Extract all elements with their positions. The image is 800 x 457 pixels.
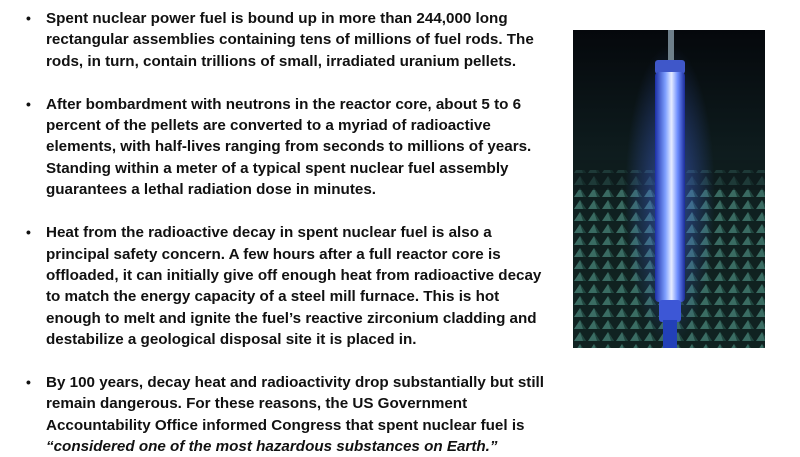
bullet-text: After bombardment with neutrons in the reactor core, about 5 to 6 percent of the pellets are converted to a myriad of radioactive elements, with half-lives ranging from seconds to millions of years. Standing within a meter of a typical spent nuclear fuel assembly guarantees a lethal radiation dose in minutes. — [46, 95, 532, 199]
bullet-dot: • — [26, 374, 31, 391]
bullet-dot: • — [26, 95, 31, 112]
bullet-text: By 100 years, decay heat and radioactivity drop substantially but still remain dangerous. For these reasons, the US Government Accountability Office informed Congress that spent nuclear fuel is — [46, 374, 544, 434]
bullet-item — [22, 8, 547, 72]
bullet-quote: “considered one of the most hazardous substances on Earth.” — [46, 438, 498, 456]
bullet-list — [22, 8, 547, 457]
fuel-assembly-illustration — [573, 30, 765, 348]
bullet-item — [22, 94, 547, 200]
bullet-text: Heat from the radioactive decay in spent nuclear fuel is also a principal safety concern. A few hours after a full reactor core is offloaded, it can initially give off enough heat from radioactive decay to match the energy capacity of a steel mill furnace. This is hot enough to melt and ignite the fuel’s reactive zirconium cladding and destabilize a geological disposal site it is placed in. — [46, 224, 542, 348]
bullet-dot: • — [26, 224, 31, 241]
bullet-item — [22, 372, 547, 457]
bullet-item — [22, 222, 547, 350]
bullet-dot: • — [26, 10, 31, 26]
fuel-assembly-photo — [573, 30, 765, 348]
bullet-text: Spent nuclear power fuel is bound up in more than 244,000 long rectangular assemblies containing tens of millions of fuel rods. The rods, in turn, contain trillions of small, irradiated uranium pellets. — [46, 10, 534, 70]
